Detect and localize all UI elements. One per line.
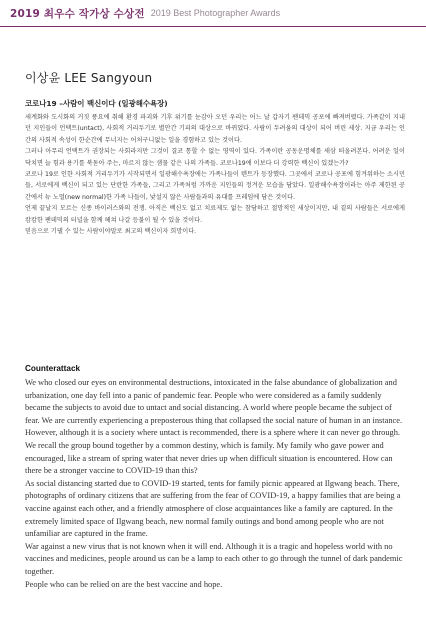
award-title-english: 2019 Best Photographer Awards xyxy=(150,8,281,18)
korean-paragraph: 그러나 아무리 언택트가 권장되는 사회라지만 그것이 결코 통할 수 없는 영역이 있다. 가족이란 공동운명체를 새삼 떠올려본다. 어려운 일이 닥치면 늘 힘과 용기를 북돋아 주는, 마르지 않는 샘물 같은 나의 가족들. 코로나19에 이보다 더 강력한 백신이 있겠는가? xyxy=(25,148,405,167)
award-title-korean: 2019 최우수 작가상 수상전 xyxy=(10,7,145,20)
korean-paragraph: 세계화와 도시화의 거짓 풍요에 취해 환경 파괴와 기후 위기를 눈감아 오던 우리는 어느 날 갑자기 팬데믹 공포에 빠져버렸다. 가족같이 지내던 지인들이 언택트(untact), 사회적 거리두기로 별안간 기피의 대상으로 바뀌었다. 사람이 두려움의 대상이 되어 버린 세상. 지금 우리는 인간의 사회적 속성이 한순간에 무너지는 어처구니없는 일을 경험하고 있는 것이다. xyxy=(25,114,405,144)
korean-title: 코로나19 –사람이 백신이다 (일광해수욕장) xyxy=(25,99,168,108)
author-name: 이상윤 LEE Sangyoun xyxy=(25,71,153,85)
english-paragraph: However, although it is a society where untact is recommended, there is a sphere where it can never go through. We recall the group bound together by a common destiny, which is family. My family who gave power and encouraged, like a stream of spring water that never dries up when difficult situation is encountered. How can there be a stronger vaccine to COVID-19 than this? xyxy=(25,428,401,476)
english-paragraph: People who can be relied on are the best vaccine and hope. xyxy=(25,579,223,589)
korean-statement xyxy=(25,98,405,237)
header-bar xyxy=(0,0,426,27)
english-paragraph: War against a new virus that is not known when it will end. Although it is a tragic and hopeless world with no vaccines and medicines, people around us can be a lamp to each other to go through the tunnel of dark pandemic together. xyxy=(25,541,403,576)
english-title: Counterattack xyxy=(25,364,81,373)
korean-paragraph: 언제 끝날지 모르는 신종 바이러스와의 전쟁. 아직은 백신도 없고 치료제도 없는 참담하고 절망적인 세상이지만, 내 곁의 사람들은 서로에게 캄캄한 팬데믹의 터널을 함께 헤쳐 나갈 등불이 될 수 있을 것이다. xyxy=(25,205,405,224)
english-paragraph: We who closed our eyes on environmental destructions, intoxicated in the false abundance of globalization and urbanization, one day fell into a panic of pandemic fear. People who were considered as a family suddenly became the subjects to avoid due to untact and social distancing. A world where people became the subject of fear. We are currently experiencing a preposterous thing that collapsed the social nature of human in an instance. xyxy=(25,378,403,425)
english-paragraph: As social distancing started due to COVID-19 started, tents for family picnic appeared at Ilgwang beach. There, photographs of ordinary citizens that are suffering from the fear of COVID-19, a happy families that are being a vaccine against each other, and a friendly atmosphere of close acquaintances like a family are captured. In the extremely limited space of Ilgwang beach, new normal family outings and bond among people who are not unfamiliar are captured in the frame. xyxy=(25,478,401,539)
korean-paragraph: 믿음으로 기댈 수 있는 사람이야말로 최고의 백신이자 희망이다. xyxy=(25,228,197,236)
english-statement xyxy=(25,364,405,591)
korean-paragraph: 코로나 19로 인한 사회적 거리두기가 시작되면서 일광해수욕장에는 가족나들이 텐트가 등장했다. 그곳에서 코로나 공포에 힘겨워하는 소시민들, 서로에게 백신이 되고 있는 단란한 가족들, 그리고 가족처럼 가까운 지인들의 정겨운 모습을 담았다. 일광해수욕장이라는 아주 제한된 공간에서 뉴 노멀(new normal)한 가족 나들이, 낯설지 않은 사람들과의 유대를 프레임에 담은 것이다. xyxy=(25,171,405,201)
